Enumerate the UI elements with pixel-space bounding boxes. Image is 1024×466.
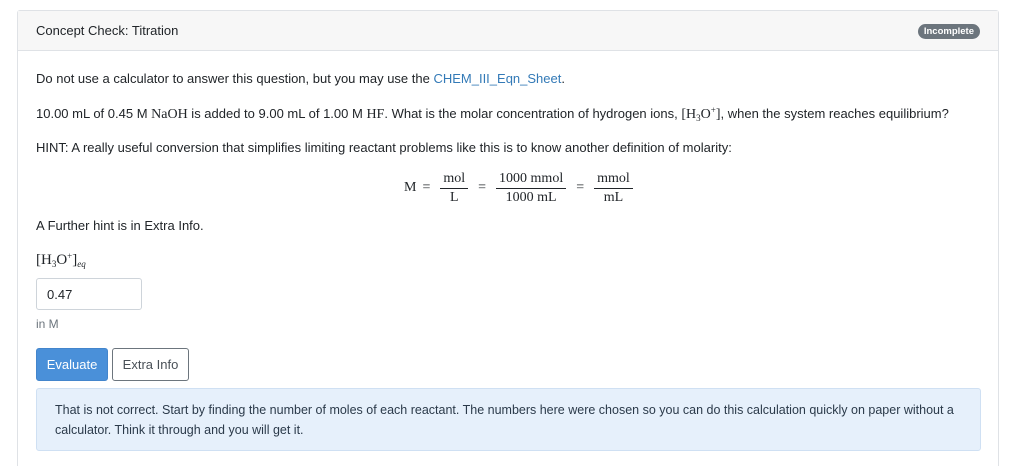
extra-info-button[interactable]: Extra Info xyxy=(112,348,189,381)
formula-fraction-2: $\frac{\text{1000 mmol}}{1000 mL}$ xyxy=(496,171,566,206)
formula-lhs: M xyxy=(404,180,417,195)
feedback-message: That is not correct. Start by finding the number of moles of each reactant. The numbers here were chosen so you can do this calculation quickly on paper without a calculator. Think it through and you will get it. xyxy=(36,388,981,451)
intro-text: Do not use a calculator to answer this question, but you may use the CHEM_III_Eqn_Sheet. xyxy=(36,71,565,86)
naoh-formula: NaOH xyxy=(151,107,188,122)
hint-text: HINT: A really useful conversion that simplifies limiting reactant problems like this is to know another definition of molarity: xyxy=(36,140,732,155)
status-badge: Incomplete xyxy=(918,24,980,39)
question-text: 10.00 mL of 0.45 M NaOH is added to 9.00 mL of 1.00 M HF. What is the molar concentration of hydrogen ions, $[H_3O^+]$, when the system reaches equilibrium? xyxy=(36,105,949,123)
answer-label: $[H_3O^+]_{eq}$ xyxy=(36,251,86,269)
further-hint-text: A Further hint is in Extra Info. xyxy=(36,218,204,233)
formula-fraction-3: $\frac{\text{mmol}}{mL}$ xyxy=(594,171,633,206)
card-header xyxy=(18,11,998,51)
page-title: Concept Check: Titration xyxy=(36,23,179,38)
answer-input[interactable] xyxy=(36,278,142,310)
formula-fraction-1: $\frac{\text{mol}}{L}$ xyxy=(440,171,468,206)
hydronium-formula: $[H_3O^+]$ xyxy=(681,105,721,123)
hf-formula: HF xyxy=(366,107,385,122)
molarity-formula: M = $\frac{\text{mol}}{L}$ = $\frac{\text{1000 mmol}}{1000 mL}$ = $\frac{\text{mmol}}{mL}$ xyxy=(404,170,637,206)
answer-unit: in M xyxy=(36,317,59,331)
evaluate-button[interactable]: Evaluate xyxy=(36,348,108,381)
equation-sheet-link[interactable]: CHEM_III_Eqn_Sheet xyxy=(433,71,562,86)
